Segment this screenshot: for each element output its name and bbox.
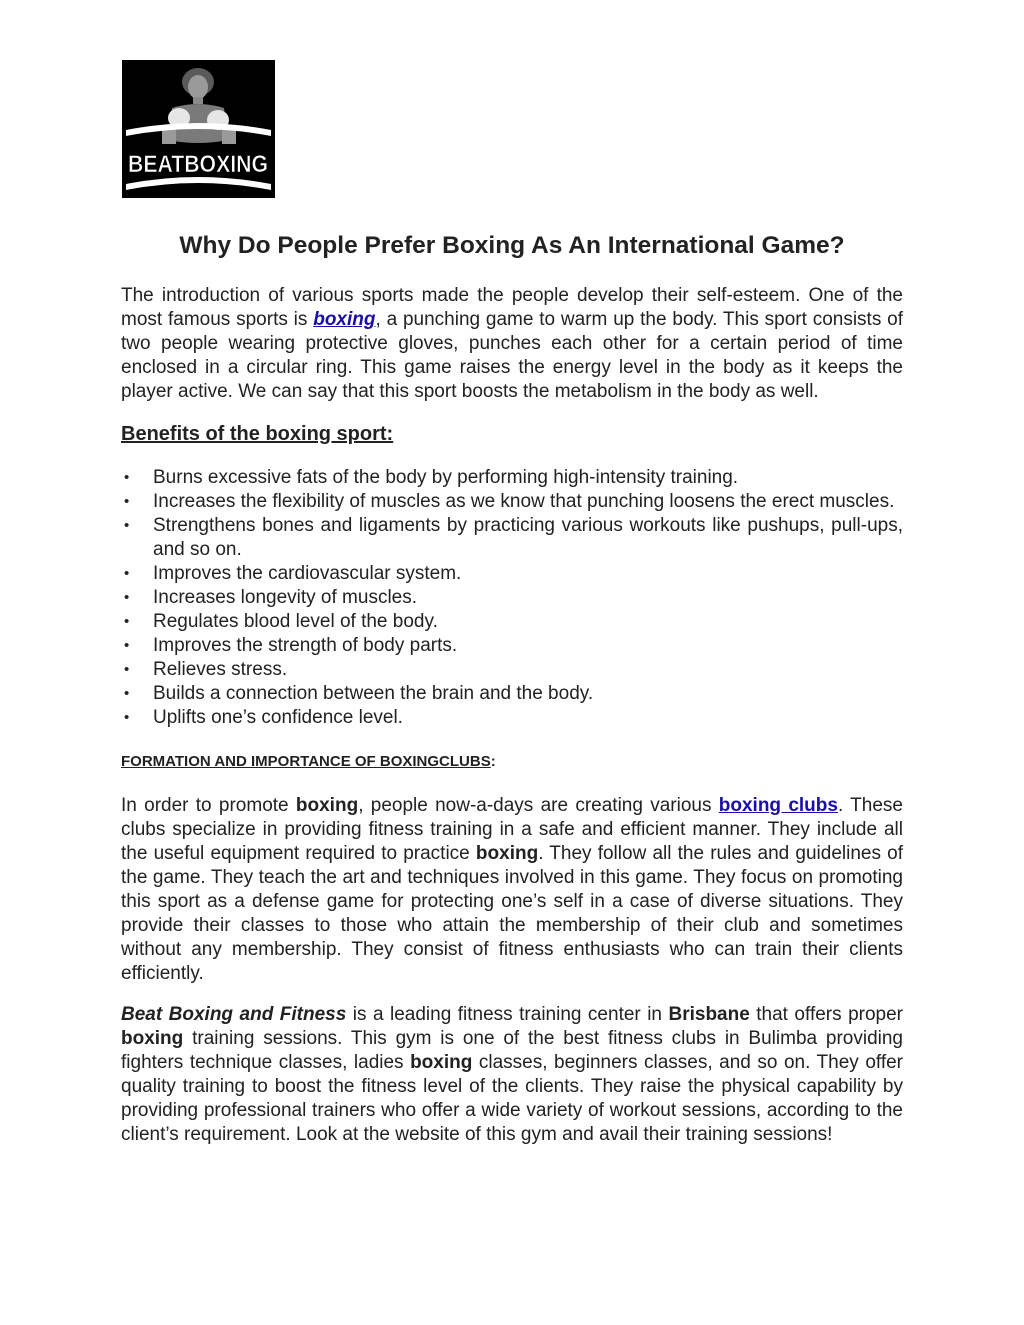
list-item: • Improves the strength of body parts. — [124, 635, 458, 656]
bullet-icon: • — [124, 589, 130, 606]
intro-text-end: , a punching game to warm up the body. This sport consists of two people wearing protective gloves, punches each other for a certain period of time enclosed in a circular ring. This game raises the energy level in the body as it keeps the player active. We can say that this sport boosts the metabolism in the body as well. — [121, 309, 903, 402]
clubs-heading: FORMATION AND IMPORTANCE OF BOXINGCLUBS: — [121, 753, 496, 770]
benefits-list — [121, 466, 903, 730]
bullet-icon: • — [124, 613, 130, 630]
bullet-icon: • — [124, 661, 130, 678]
page-title: Why Do People Prefer Boxing As An International Game? — [179, 232, 845, 259]
bullet-icon: • — [124, 709, 130, 726]
intro-text-start: The introduction of various sports made the people develop their self-esteem. One of the most famous sports is — [121, 285, 903, 330]
list-item: • Burns excessive fats of the body by performing high-intensity training. — [124, 467, 739, 488]
article — [121, 228, 903, 1147]
list-item: • Increases longevity of muscles. — [124, 587, 418, 608]
list-item: • Relieves stress. — [124, 659, 288, 680]
bullet-icon: • — [124, 469, 130, 486]
bullet-icon: • — [124, 565, 130, 582]
intro-paragraph — [121, 284, 903, 404]
benefits-heading: Benefits of the boxing sport: — [121, 423, 394, 445]
boxing-link[interactable]: boxing — [313, 309, 376, 330]
bullet-icon: • — [124, 685, 130, 702]
bullet-icon: • — [124, 637, 130, 654]
beatboxing-logo — [122, 60, 275, 198]
list-item: • Regulates blood level of the body. — [124, 611, 438, 632]
bullet-icon: • — [124, 517, 130, 534]
list-item: • Improves the cardiovascular system. — [124, 563, 462, 584]
boxer-figure-icon — [162, 68, 236, 144]
boxer-logo-graphic — [122, 60, 275, 198]
clubs-paragraph: In order to promote boxing, people now-a-days are creating various boxing clubs. These clubs specialize in providing fitness training in a safe and efficient manner. They include all the useful equipment required to practice boxing. They follow all the rules and guidelines of the game. They teach the art and techniques involved in this game. They focus on promoting this sport as a defense game for protecting one’s self in a case of diverse situations. They provide their classes to those who attain the membership of their club and sometimes without any membership. They consist of fitness enthusiasts who can train their clients efficiently. — [121, 795, 903, 984]
logo-text: BEATBOXING — [128, 151, 268, 178]
bullet-icon: • — [124, 493, 130, 510]
list-item: • Builds a connection between the brain and the body. — [124, 683, 594, 704]
list-item: • Uplifts one’s confidence level. — [124, 707, 403, 728]
boxing-clubs-link[interactable]: boxing clubs — [718, 795, 838, 816]
list-item: • Increases the flexibility of muscles as we know that punching loosens the erect muscles. — [124, 491, 895, 512]
beat-boxing-paragraph: Beat Boxing and Fitness is a leading fitness training center in Brisbane that offers proper boxing training sessions. This gym is one of the best fitness clubs in Bulimba providing fighters technique classes, ladies boxing classes, beginners classes, and so on. They offer quality training to boost the fitness level of the clients. They raise the physical capability by providing professional trainers who offer a wide variety of workout sessions, according to the client’s requirement. Look at the website of this gym and avail their training sessions! — [121, 1004, 904, 1145]
list-item: • Strengthens bones and ligaments by practicing various workouts like pushups, pull-ups, and so on. — [124, 515, 903, 560]
